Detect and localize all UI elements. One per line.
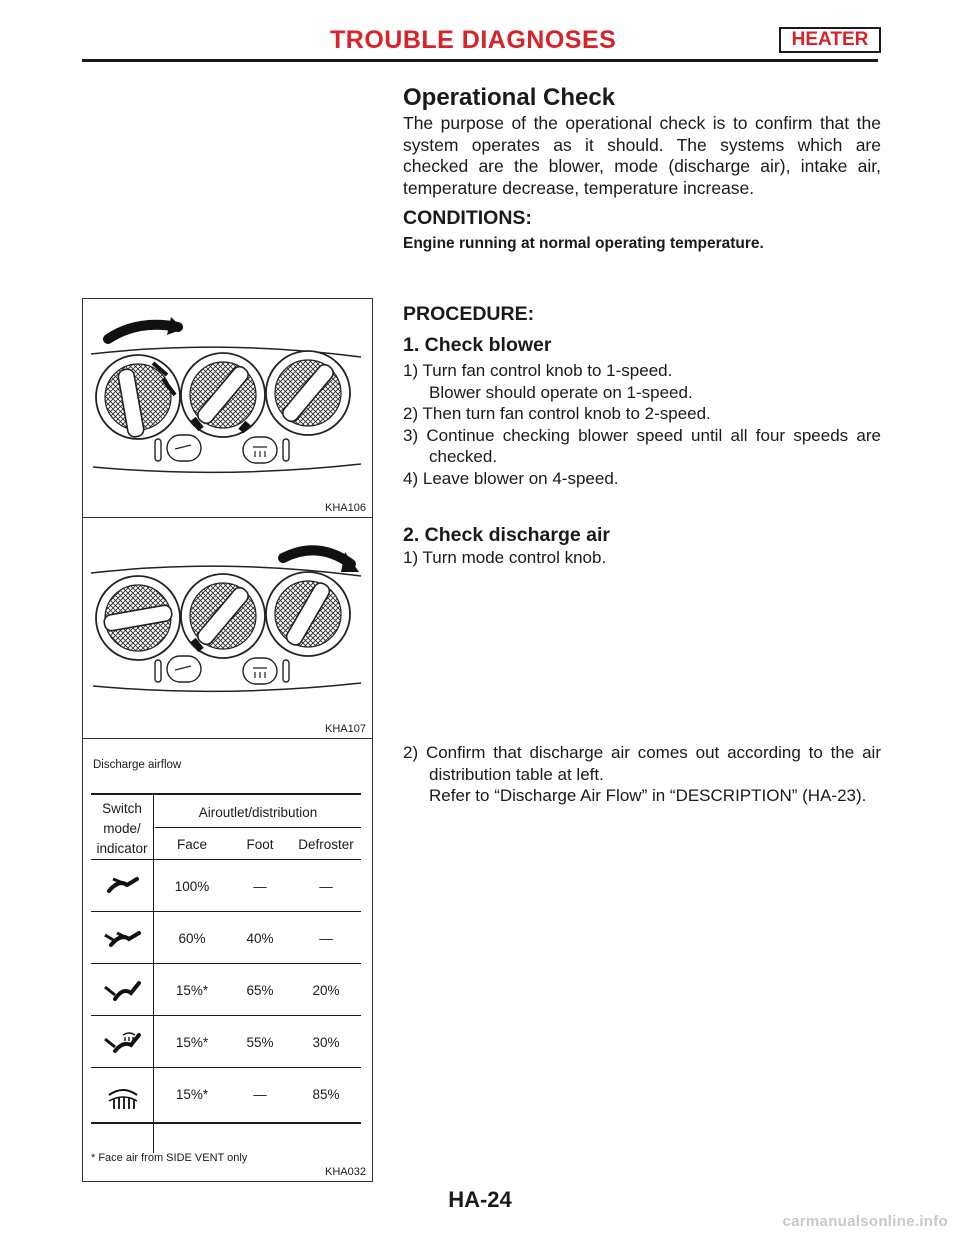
blower-steps	[403, 360, 881, 489]
step-number: 3)	[403, 425, 419, 445]
foot-defrost-mode-icon	[101, 1029, 143, 1057]
step-number: 1)	[403, 361, 419, 380]
step-text: Turn fan control knob to 1-speed.	[422, 361, 673, 380]
step-text: Continue checking blower speed until all four speeds are checked.	[426, 425, 881, 466]
step-number: 1)	[403, 548, 419, 567]
heater-control-panel-illustration	[83, 518, 372, 738]
row-rule	[91, 963, 361, 964]
discharge-step-1	[403, 547, 881, 569]
step-number: 4)	[403, 468, 419, 488]
figure-code: KHA106	[325, 502, 366, 514]
blower-step	[403, 468, 881, 490]
header-title: TROUBLE DIAGNOSES	[330, 26, 617, 54]
section-title: Operational Check	[403, 84, 616, 111]
cell-defroster: —	[319, 879, 333, 894]
blower-heading: 1. Check blower	[403, 334, 552, 356]
step-text: Confirm that discharge air comes out according to the air distribution table at left.	[425, 743, 881, 784]
cell-face: 100%	[174, 879, 210, 894]
cell-foot: —	[253, 879, 267, 894]
cell-defroster: 85%	[312, 1087, 340, 1102]
conditions-heading: CONDITIONS:	[403, 207, 532, 229]
mode-header: Switch mode/ indicator	[96, 801, 148, 856]
column-defroster: Defroster	[298, 837, 354, 852]
step-subtext: Blower should operate on 1-speed.	[429, 382, 693, 402]
cell-foot: —	[253, 1087, 267, 1102]
heater-control-panel-illustration	[83, 299, 372, 517]
step-text: Then turn fan control knob to 2-speed.	[422, 404, 711, 423]
discharge-step-2	[403, 742, 881, 807]
header-bottom-rule	[91, 859, 361, 860]
page-number: HA-24	[448, 1187, 512, 1212]
header-rule	[82, 59, 878, 62]
cell-defroster: 30%	[312, 1035, 340, 1050]
table-bottom-rule	[91, 1122, 361, 1124]
figure-code: KHA107	[325, 723, 366, 735]
vent-mode-icon	[103, 873, 143, 899]
table-caption: Discharge airflow	[93, 759, 182, 771]
distribution-header: Airoutlet/distribution	[198, 805, 318, 820]
step-number: 2)	[403, 404, 419, 423]
step-text: Leave blower on 4-speed.	[422, 468, 619, 488]
cell-foot: 40%	[246, 931, 274, 946]
step-number: 2)	[403, 743, 419, 762]
mode-column-divider	[153, 795, 154, 1153]
table-top-rule	[91, 793, 361, 795]
bilevel-mode-icon	[101, 925, 143, 951]
cell-face: 15%*	[175, 983, 209, 998]
blower-step	[403, 360, 881, 403]
cell-face: 60%	[178, 931, 206, 946]
blower-step	[403, 425, 881, 468]
row-rule	[91, 911, 361, 912]
cell-face: 15%*	[175, 1087, 209, 1102]
conditions-text: Engine running at normal operating temperature.	[403, 235, 764, 252]
row-rule	[91, 1067, 361, 1068]
foot-mode-icon	[101, 977, 143, 1005]
figure-fan-knob	[82, 298, 373, 518]
figure-code: KHA032	[325, 1166, 366, 1178]
figure-discharge-table	[82, 738, 373, 1182]
discharge-heading: 2. Check discharge air	[403, 524, 611, 546]
cell-foot: 65%	[246, 983, 274, 998]
defrost-mode-icon	[103, 1083, 143, 1111]
blower-step	[403, 403, 881, 425]
watermark: carmanualsonline.info	[782, 1213, 948, 1230]
procedure-heading: PROCEDURE:	[403, 303, 535, 325]
cell-foot: 55%	[246, 1035, 274, 1050]
row-rule	[91, 1015, 361, 1016]
header-badge: HEATER	[779, 27, 881, 53]
figure-mode-knob	[82, 517, 373, 739]
header-divider	[155, 827, 361, 828]
step-text: Turn mode control knob.	[422, 548, 607, 567]
intro-paragraph: The purpose of the operational check is to confirm that the system operates as it should. The systems which are checked are the blower, mode (discharge air), intake air, temperature decrease, temperature increase.	[403, 113, 881, 198]
cell-defroster: —	[319, 931, 333, 946]
cell-face: 15%*	[175, 1035, 209, 1050]
column-face: Face	[176, 837, 207, 852]
table-footnote: * Face air from SIDE VENT only	[91, 1152, 248, 1164]
step-subtext: Refer to “Discharge Air Flow” in “DESCRIPTION” (HA-23).	[429, 786, 867, 805]
column-foot: Foot	[246, 837, 274, 852]
cell-defroster: 20%	[312, 983, 340, 998]
